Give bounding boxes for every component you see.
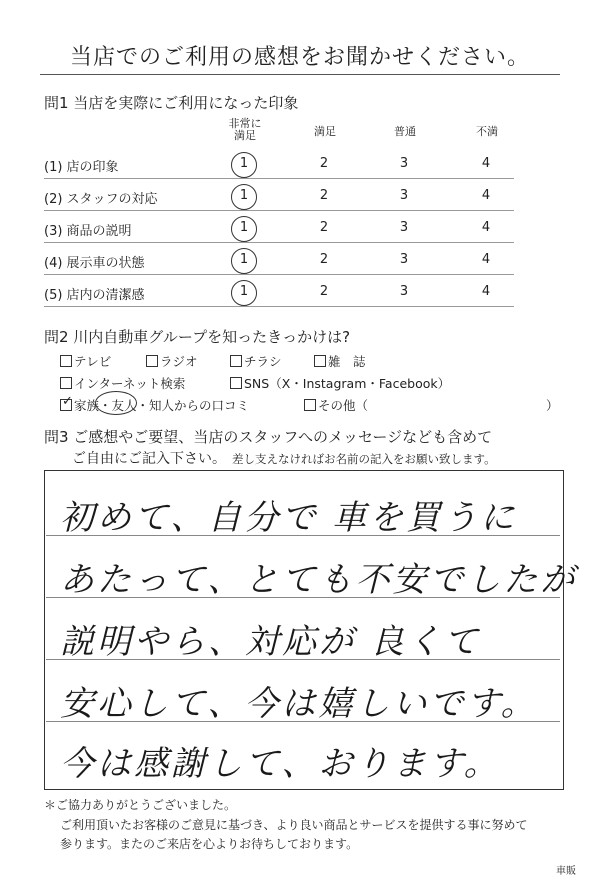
checkbox[interactable] <box>146 355 158 367</box>
checkbox[interactable] <box>60 355 72 367</box>
rating-option[interactable]: 1 <box>239 220 249 235</box>
handwritten-line-4: 安心して、今は嬉しいです。 <box>60 684 538 724</box>
option-other-close: ） <box>546 398 559 413</box>
rating-option[interactable]: 4 <box>481 156 491 171</box>
footer-thanks: ＊ご協力ありがとうございました。 <box>44 798 237 812</box>
q1-row-label: (5) 店内の清潔感 <box>44 288 145 303</box>
footer-line-1: ご利用頂いたお客様のご意見に基づき、より良い商品とサービスを提供する事に努めて <box>60 818 528 832</box>
rating-option[interactable]: 2 <box>319 156 329 171</box>
checkbox-checked[interactable]: ✓ <box>62 394 73 409</box>
rating-option[interactable]: 1 <box>239 156 249 171</box>
rating-option[interactable]: 3 <box>399 156 409 171</box>
handwritten-line-5: 今は感謝して、おります。 <box>60 744 501 784</box>
page-title: 当店でのご利用の感想をお聞かせください。 <box>69 45 530 70</box>
option-internet-search[interactable]: インターネット検索 <box>60 374 185 392</box>
selected-circle-mark <box>231 248 257 274</box>
handwritten-line-2: あたって、とても不安でしたが <box>60 560 578 600</box>
col-header-very-satisfied: 非常に 満足 <box>228 117 262 142</box>
rating-option[interactable]: 1 <box>239 252 249 267</box>
row-divider <box>44 178 514 179</box>
q3-subheading: ご自由にご記入下さい。 差し支えなければお名前の記入をお願い致します。 <box>72 451 496 467</box>
checkbox[interactable] <box>60 377 72 389</box>
handwritten-line-3: 説明やら、対応が 良くて <box>60 622 481 662</box>
option-flyer[interactable]: チラシ <box>230 352 282 370</box>
q2-heading: 問2 川内自動車グループを知ったきっかけは? <box>44 328 351 346</box>
row-divider <box>44 210 514 211</box>
rating-option[interactable]: 1 <box>239 284 249 299</box>
rating-option[interactable]: 2 <box>319 284 329 299</box>
option-sns[interactable]: SNS（X・Instagram・Facebook） <box>230 374 450 392</box>
option-word-of-mouth[interactable]: ✓ 家族・友人・知人からの口コミ <box>62 394 250 413</box>
col-header-dissatisfied: 不満 <box>476 125 498 138</box>
option-tv[interactable]: テレビ <box>60 352 111 370</box>
footer-line-2: 参ります。またのご来店を心よりお待ちしております。 <box>60 837 359 851</box>
q1-row-label: (4) 展示車の状態 <box>44 256 145 271</box>
rating-option[interactable]: 1 <box>239 188 249 203</box>
footer-tag: 車販 <box>556 866 576 877</box>
q1-row-label: (2) スタッフの対応 <box>44 192 158 207</box>
handwritten-line-1: 初めて、自分で 車を買うに <box>60 498 518 538</box>
col-header-normal: 普通 <box>394 125 416 138</box>
rating-option[interactable]: 3 <box>399 284 409 299</box>
checkbox[interactable] <box>230 355 242 367</box>
selected-circle-mark <box>231 216 257 242</box>
circled-friend-mark <box>95 391 137 415</box>
checkbox[interactable] <box>304 399 316 411</box>
rating-option[interactable]: 3 <box>399 252 409 267</box>
rating-option[interactable]: 4 <box>481 220 491 235</box>
row-divider <box>44 274 514 275</box>
row-divider <box>44 306 514 307</box>
rating-option[interactable]: 3 <box>399 188 409 203</box>
option-radio[interactable]: ラジオ <box>146 352 198 370</box>
rating-option[interactable]: 2 <box>319 220 329 235</box>
rating-option[interactable]: 4 <box>481 284 491 299</box>
checkbox[interactable] <box>314 355 326 367</box>
selected-circle-mark <box>231 184 257 210</box>
selected-circle-mark <box>231 280 257 306</box>
selected-circle-mark <box>231 152 257 178</box>
row-divider <box>44 242 514 243</box>
col-header-satisfied: 満足 <box>314 125 336 138</box>
rating-option[interactable]: 4 <box>481 252 491 267</box>
q1-row-label: (3) 商品の説明 <box>44 224 132 239</box>
rating-option[interactable]: 2 <box>319 252 329 267</box>
q1-row-label: (1) 店の印象 <box>44 160 119 175</box>
q1-heading: 問1 当店を実際にご利用になった印象 <box>44 94 299 112</box>
rating-option[interactable]: 2 <box>319 188 329 203</box>
option-magazine[interactable]: 雑 誌 <box>314 352 366 370</box>
q3-heading: 問3 ご感想やご要望、当店のスタッフへのメッセージなども含めて <box>44 428 493 446</box>
rating-option[interactable]: 4 <box>481 188 491 203</box>
option-other[interactable]: その他（ <box>304 396 368 414</box>
rating-option[interactable]: 3 <box>399 220 409 235</box>
checkbox[interactable] <box>230 377 242 389</box>
title-divider <box>40 74 560 75</box>
